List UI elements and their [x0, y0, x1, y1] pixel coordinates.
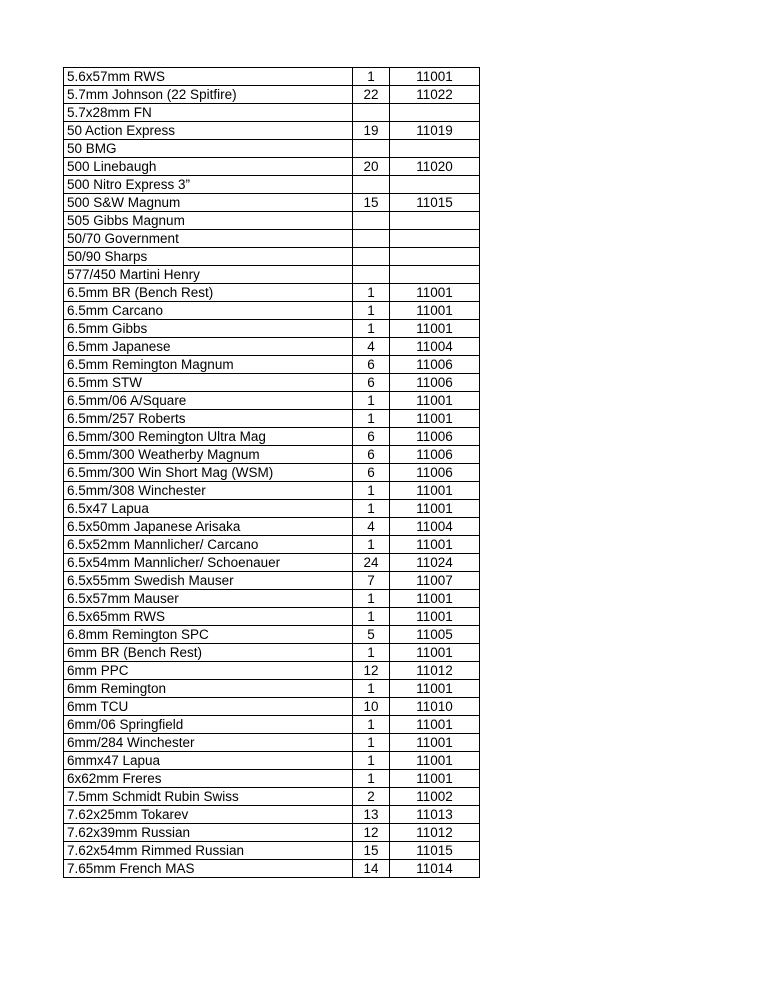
count-cell: 1 — [353, 536, 390, 554]
table-row — [64, 212, 480, 230]
count-cell: 1 — [353, 68, 390, 86]
code-cell: 11012 — [390, 824, 480, 842]
table-row — [64, 788, 480, 806]
table-row — [64, 410, 480, 428]
cartridge-name-cell: 6mm BR (Bench Rest) — [64, 644, 353, 662]
code-cell: 11001 — [390, 770, 480, 788]
table-row — [64, 158, 480, 176]
table-row — [64, 104, 480, 122]
count-cell — [353, 176, 390, 194]
table-row — [64, 176, 480, 194]
table-row — [64, 320, 480, 338]
cartridge-name-cell: 6.5x47 Lapua — [64, 500, 353, 518]
count-cell: 1 — [353, 644, 390, 662]
table-row — [64, 356, 480, 374]
cartridge-name-cell: 6x62mm Freres — [64, 770, 353, 788]
code-cell: 11012 — [390, 662, 480, 680]
table-row — [64, 662, 480, 680]
count-cell — [353, 140, 390, 158]
cartridge-name-cell: 7.65mm French MAS — [64, 860, 353, 878]
table-row — [64, 824, 480, 842]
cartridge-name-cell: 577/450 Martini Henry — [64, 266, 353, 284]
cartridge-name-cell: 6.5x55mm Swedish Mauser — [64, 572, 353, 590]
count-cell: 6 — [353, 374, 390, 392]
code-cell: 11024 — [390, 554, 480, 572]
count-cell — [353, 230, 390, 248]
table-row — [64, 752, 480, 770]
code-cell: 11020 — [390, 158, 480, 176]
code-cell: 11006 — [390, 446, 480, 464]
count-cell: 6 — [353, 356, 390, 374]
cartridge-name-cell: 5.7x28mm FN — [64, 104, 353, 122]
table-row — [64, 716, 480, 734]
cartridge-name-cell: 500 Linebaugh — [64, 158, 353, 176]
cartridge-name-cell: 5.7mm Johnson (22 Spitfire) — [64, 86, 353, 104]
cartridge-name-cell: 6.5x57mm Mauser — [64, 590, 353, 608]
code-cell: 11001 — [390, 392, 480, 410]
table-row — [64, 194, 480, 212]
code-cell: 11001 — [390, 68, 480, 86]
code-cell: 11006 — [390, 464, 480, 482]
code-cell: 11002 — [390, 788, 480, 806]
table-row — [64, 86, 480, 104]
count-cell: 1 — [353, 410, 390, 428]
table-row — [64, 248, 480, 266]
code-cell: 11019 — [390, 122, 480, 140]
table-row — [64, 680, 480, 698]
count-cell: 1 — [353, 608, 390, 626]
cartridge-name-cell: 6.5mm/300 Remington Ultra Mag — [64, 428, 353, 446]
table-row — [64, 806, 480, 824]
count-cell — [353, 266, 390, 284]
code-cell — [390, 176, 480, 194]
code-cell: 11001 — [390, 590, 480, 608]
table-row — [64, 266, 480, 284]
cartridge-name-cell: 6.5mm Remington Magnum — [64, 356, 353, 374]
count-cell: 1 — [353, 500, 390, 518]
code-cell: 11004 — [390, 338, 480, 356]
code-cell: 11001 — [390, 284, 480, 302]
code-cell — [390, 266, 480, 284]
table-row — [64, 428, 480, 446]
table-row — [64, 392, 480, 410]
count-cell: 1 — [353, 590, 390, 608]
cartridge-name-cell: 6.5mm/300 Win Short Mag (WSM) — [64, 464, 353, 482]
code-cell: 11006 — [390, 428, 480, 446]
code-cell: 11015 — [390, 842, 480, 860]
cartridge-name-cell: 7.62x25mm Tokarev — [64, 806, 353, 824]
table-row — [64, 68, 480, 86]
count-cell: 12 — [353, 824, 390, 842]
table-row — [64, 302, 480, 320]
count-cell: 12 — [353, 662, 390, 680]
code-cell: 11001 — [390, 482, 480, 500]
count-cell: 1 — [353, 320, 390, 338]
cartridge-name-cell: 6.5x50mm Japanese Arisaka — [64, 518, 353, 536]
count-cell: 1 — [353, 752, 390, 770]
code-cell: 11001 — [390, 734, 480, 752]
count-cell — [353, 248, 390, 266]
table-row — [64, 122, 480, 140]
code-cell: 11001 — [390, 608, 480, 626]
cartridge-name-cell: 6.5mm Carcano — [64, 302, 353, 320]
count-cell: 7 — [353, 572, 390, 590]
cartridge-name-cell: 6.5mm/308 Winchester — [64, 482, 353, 500]
cartridge-name-cell: 500 Nitro Express 3” — [64, 176, 353, 194]
count-cell: 1 — [353, 392, 390, 410]
cartridge-name-cell: 7.62x39mm Russian — [64, 824, 353, 842]
code-cell — [390, 104, 480, 122]
cartridge-name-cell: 6.5x65mm RWS — [64, 608, 353, 626]
table-row — [64, 446, 480, 464]
code-cell: 11001 — [390, 536, 480, 554]
cartridge-name-cell: 500 S&W Magnum — [64, 194, 353, 212]
count-cell: 1 — [353, 734, 390, 752]
code-cell: 11001 — [390, 752, 480, 770]
count-cell: 10 — [353, 698, 390, 716]
table-row — [64, 734, 480, 752]
cartridge-name-cell: 50 BMG — [64, 140, 353, 158]
table-row — [64, 464, 480, 482]
count-cell — [353, 212, 390, 230]
cartridge-name-cell: 50/90 Sharps — [64, 248, 353, 266]
table-row — [64, 284, 480, 302]
cartridge-name-cell: 6.5mm STW — [64, 374, 353, 392]
table-row — [64, 140, 480, 158]
code-cell: 11001 — [390, 302, 480, 320]
count-cell: 22 — [353, 86, 390, 104]
code-cell: 11007 — [390, 572, 480, 590]
count-cell: 6 — [353, 464, 390, 482]
code-cell: 11001 — [390, 680, 480, 698]
code-cell: 11022 — [390, 86, 480, 104]
count-cell: 5 — [353, 626, 390, 644]
count-cell: 19 — [353, 122, 390, 140]
cartridge-name-cell: 5.6x57mm RWS — [64, 68, 353, 86]
table-row — [64, 644, 480, 662]
table-row — [64, 842, 480, 860]
cartridge-name-cell: 6.8mm Remington SPC — [64, 626, 353, 644]
count-cell: 1 — [353, 482, 390, 500]
table-row — [64, 860, 480, 878]
count-cell: 1 — [353, 284, 390, 302]
count-cell: 1 — [353, 680, 390, 698]
table-row — [64, 698, 480, 716]
count-cell: 1 — [353, 716, 390, 734]
table-row — [64, 770, 480, 788]
cartridge-name-cell: 6.5x54mm Mannlicher/ Schoenauer — [64, 554, 353, 572]
cartridge-name-cell: 6.5mm Gibbs — [64, 320, 353, 338]
code-cell — [390, 248, 480, 266]
cartridge-name-cell: 505 Gibbs Magnum — [64, 212, 353, 230]
code-cell — [390, 140, 480, 158]
cartridge-name-cell: 6mm Remington — [64, 680, 353, 698]
cartridge-name-cell: 6mm TCU — [64, 698, 353, 716]
code-cell: 11013 — [390, 806, 480, 824]
code-cell: 11001 — [390, 500, 480, 518]
cartridge-table — [63, 67, 480, 878]
code-cell: 11004 — [390, 518, 480, 536]
table-row — [64, 500, 480, 518]
code-cell: 11001 — [390, 716, 480, 734]
code-cell: 11001 — [390, 644, 480, 662]
count-cell: 1 — [353, 770, 390, 788]
cartridge-name-cell: 6.5mm/257 Roberts — [64, 410, 353, 428]
cartridge-name-cell: 6mmx47 Lapua — [64, 752, 353, 770]
code-cell: 11005 — [390, 626, 480, 644]
count-cell: 15 — [353, 842, 390, 860]
count-cell: 2 — [353, 788, 390, 806]
count-cell: 6 — [353, 446, 390, 464]
code-cell — [390, 230, 480, 248]
table-row — [64, 554, 480, 572]
count-cell: 24 — [353, 554, 390, 572]
cartridge-name-cell: 50 Action Express — [64, 122, 353, 140]
cartridge-name-cell: 6mm PPC — [64, 662, 353, 680]
cartridge-name-cell: 6mm/284 Winchester — [64, 734, 353, 752]
table-row — [64, 482, 480, 500]
code-cell: 11010 — [390, 698, 480, 716]
cartridge-name-cell: 6.5mm/300 Weatherby Magnum — [64, 446, 353, 464]
code-cell: 11006 — [390, 374, 480, 392]
count-cell: 15 — [353, 194, 390, 212]
code-cell: 11001 — [390, 410, 480, 428]
code-cell: 11015 — [390, 194, 480, 212]
cartridge-name-cell: 7.5mm Schmidt Rubin Swiss — [64, 788, 353, 806]
count-cell: 1 — [353, 302, 390, 320]
code-cell: 11014 — [390, 860, 480, 878]
code-cell: 11006 — [390, 356, 480, 374]
code-cell: 11001 — [390, 320, 480, 338]
count-cell: 13 — [353, 806, 390, 824]
code-cell — [390, 212, 480, 230]
table-row — [64, 374, 480, 392]
count-cell — [353, 104, 390, 122]
table-row — [64, 608, 480, 626]
count-cell: 4 — [353, 518, 390, 536]
table-row — [64, 536, 480, 554]
count-cell: 6 — [353, 428, 390, 446]
table-row — [64, 338, 480, 356]
cartridge-name-cell: 7.62x54mm Rimmed Russian — [64, 842, 353, 860]
cartridge-name-cell: 6mm/06 Springfield — [64, 716, 353, 734]
table-row — [64, 590, 480, 608]
count-cell: 4 — [353, 338, 390, 356]
table-row — [64, 626, 480, 644]
cartridge-name-cell: 6.5mm/06 A/Square — [64, 392, 353, 410]
count-cell: 14 — [353, 860, 390, 878]
cartridge-name-cell: 50/70 Government — [64, 230, 353, 248]
cartridge-name-cell: 6.5mm Japanese — [64, 338, 353, 356]
table-row — [64, 572, 480, 590]
cartridge-name-cell: 6.5x52mm Mannlicher/ Carcano — [64, 536, 353, 554]
cartridge-table-body — [64, 68, 480, 878]
cartridge-name-cell: 6.5mm BR (Bench Rest) — [64, 284, 353, 302]
table-row — [64, 518, 480, 536]
count-cell: 20 — [353, 158, 390, 176]
table-row — [64, 230, 480, 248]
